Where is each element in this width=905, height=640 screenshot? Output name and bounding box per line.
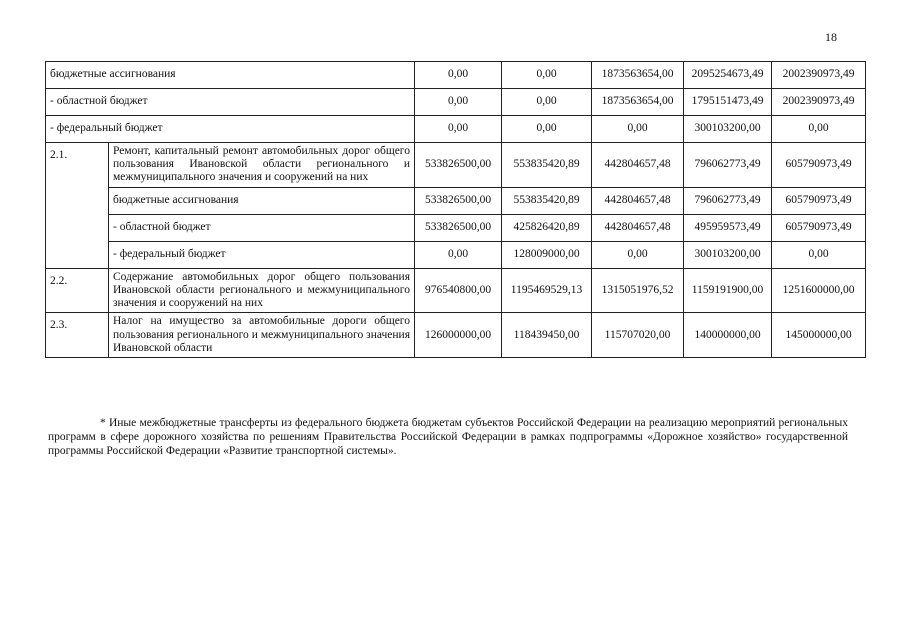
- value-cell: 442804657,48: [592, 214, 684, 241]
- value-cell: 533826500,00: [415, 214, 502, 241]
- value-cell: 0,00: [415, 116, 502, 143]
- value-cell: 425826420,89: [502, 214, 592, 241]
- value-cell: 126000000,00: [415, 313, 502, 358]
- table-row: [46, 143, 866, 188]
- item-index: 2.2.: [46, 268, 109, 313]
- row-label: бюджетные ассигнования: [46, 62, 415, 89]
- item-description: Налог на имущество за автомобильные дороги общего пользования регионального и межмуниципального значения Ивановской области: [109, 313, 415, 358]
- value-cell: 0,00: [772, 116, 866, 143]
- value-cell: 0,00: [502, 116, 592, 143]
- item-index: 2.1.: [46, 143, 109, 269]
- value-cell: 1795151473,49: [684, 89, 772, 116]
- value-cell: 0,00: [502, 89, 592, 116]
- table-row: [46, 116, 866, 143]
- row-label: - областной бюджет: [46, 89, 415, 116]
- value-cell: 118439450,00: [502, 313, 592, 358]
- value-cell: 533826500,00: [415, 187, 502, 214]
- value-cell: 1195469529,13: [502, 268, 592, 313]
- value-cell: 442804657,48: [592, 143, 684, 188]
- row-label: бюджетные ассигнования: [109, 187, 415, 214]
- value-cell: 0,00: [415, 62, 502, 89]
- row-label: - федеральный бюджет: [109, 241, 415, 268]
- footnote: * Иные межбюджетные трансферты из федерального бюджета бюджетам субъектов Российской Федерации на реализацию мероприятий региональных программ в сфере дорожного хозяйства по решениям Правительства Российской Федерации в рамках подпрограммы «Дорожное хозяйство» государственной программы Российской Федерации «Развитие транспортной системы».: [48, 416, 848, 457]
- value-cell: 976540800,00: [415, 268, 502, 313]
- value-cell: 1873563654,00: [592, 89, 684, 116]
- value-cell: 2002390973,49: [772, 62, 866, 89]
- table-row: [46, 268, 866, 313]
- value-cell: 605790973,49: [772, 187, 866, 214]
- value-cell: 128009000,00: [502, 241, 592, 268]
- value-cell: 605790973,49: [772, 143, 866, 188]
- table-row: [46, 313, 866, 358]
- value-cell: 0,00: [592, 116, 684, 143]
- table-row: [46, 62, 866, 89]
- table-row: [46, 241, 866, 268]
- table-row: [46, 89, 866, 116]
- row-label: - федеральный бюджет: [46, 116, 415, 143]
- item-description: Ремонт, капитальный ремонт автомобильных дорог общего пользования Ивановской области регионального и межмуниципального значения и сооружений на них: [109, 143, 415, 188]
- value-cell: 495959573,49: [684, 214, 772, 241]
- value-cell: 553835420,89: [502, 143, 592, 188]
- value-cell: 145000000,00: [772, 313, 866, 358]
- value-cell: 1159191900,00: [684, 268, 772, 313]
- table-row: [46, 187, 866, 214]
- value-cell: 796062773,49: [684, 143, 772, 188]
- value-cell: 796062773,49: [684, 187, 772, 214]
- value-cell: 2095254673,49: [684, 62, 772, 89]
- value-cell: 300103200,00: [684, 241, 772, 268]
- value-cell: 442804657,48: [592, 187, 684, 214]
- value-cell: 1251600000,00: [772, 268, 866, 313]
- value-cell: 0,00: [415, 241, 502, 268]
- value-cell: 0,00: [502, 62, 592, 89]
- value-cell: 533826500,00: [415, 143, 502, 188]
- row-label: - областной бюджет: [109, 214, 415, 241]
- value-cell: 115707020,00: [592, 313, 684, 358]
- value-cell: 0,00: [592, 241, 684, 268]
- value-cell: 605790973,49: [772, 214, 866, 241]
- value-cell: 300103200,00: [684, 116, 772, 143]
- item-index: 2.3.: [46, 313, 109, 358]
- page-number: 18: [825, 30, 837, 44]
- table-row: [46, 214, 866, 241]
- item-description: Содержание автомобильных дорог общего пользования Ивановской области регионального и межмуниципального значения и сооружений на них: [109, 268, 415, 313]
- value-cell: 0,00: [415, 89, 502, 116]
- budget-table: [45, 61, 866, 358]
- value-cell: 1873563654,00: [592, 62, 684, 89]
- value-cell: 2002390973,49: [772, 89, 866, 116]
- value-cell: 0,00: [772, 241, 866, 268]
- value-cell: 140000000,00: [684, 313, 772, 358]
- value-cell: 553835420,89: [502, 187, 592, 214]
- value-cell: 1315051976,52: [592, 268, 684, 313]
